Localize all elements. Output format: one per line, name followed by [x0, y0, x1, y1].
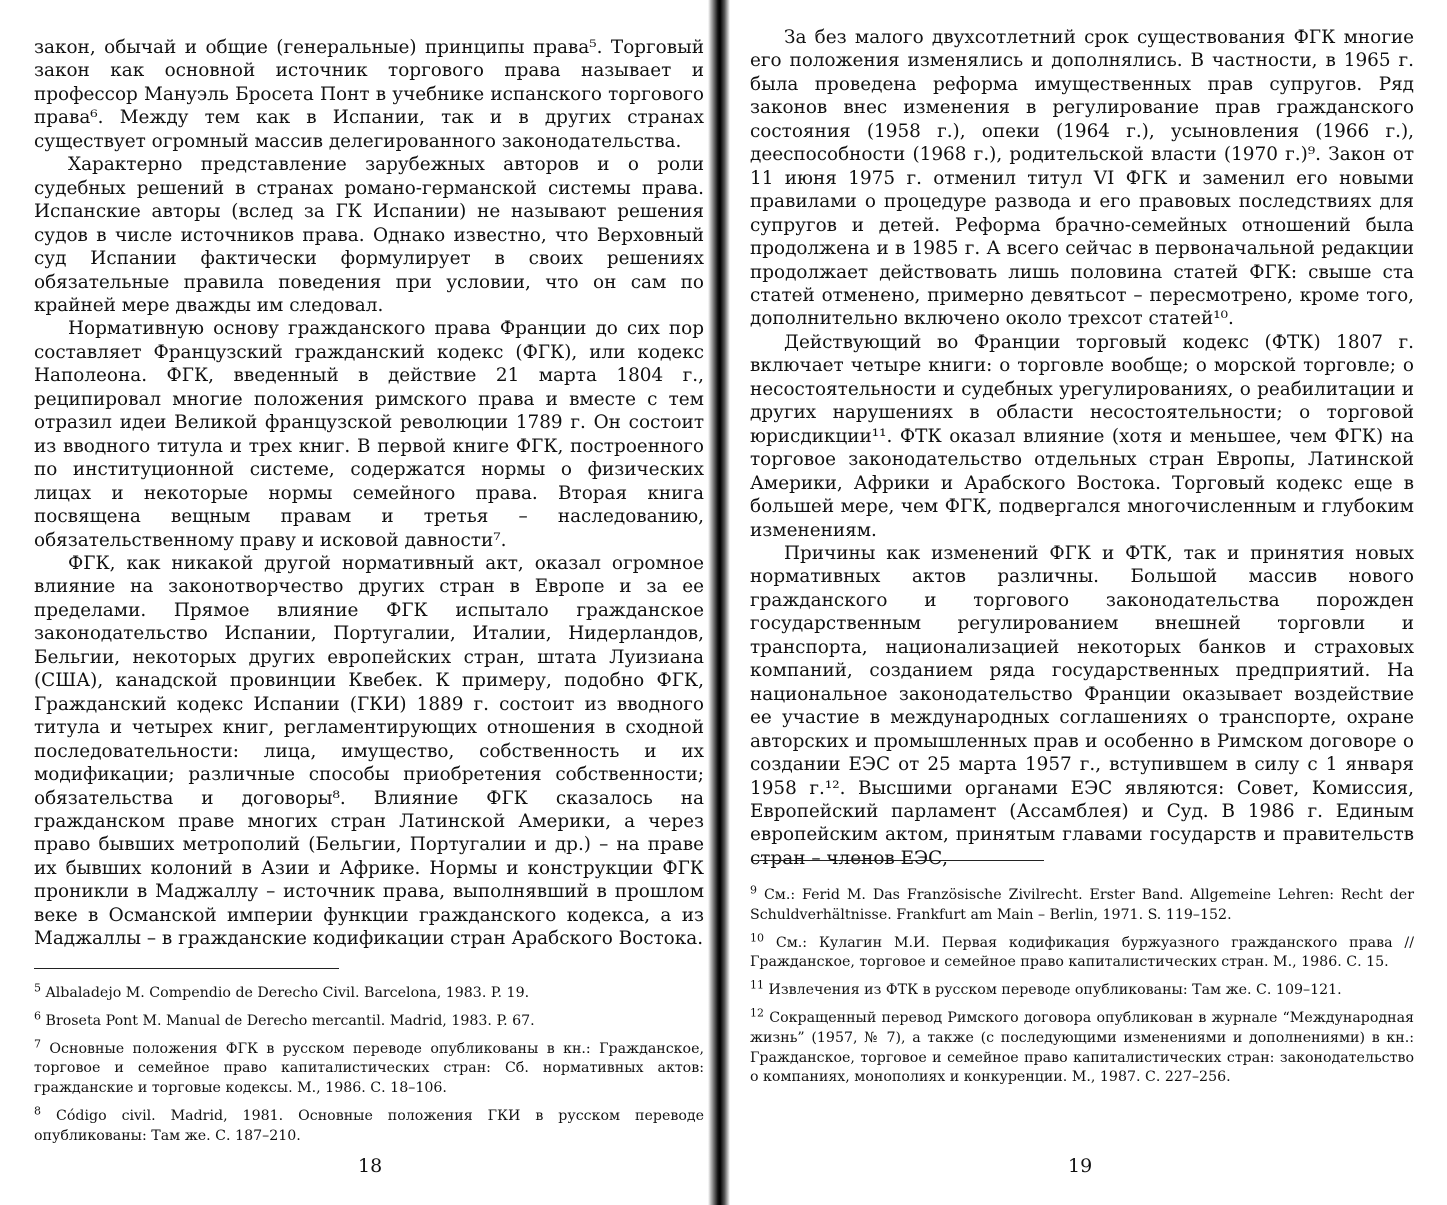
footnote-number: 7 — [34, 1036, 41, 1050]
footnote — [750, 883, 1414, 926]
footnote-number: 5 — [34, 981, 41, 995]
footnote-text: См.: Ferid M. Das Französische Zivilrecht. Erster Band. Allgemeine Lehren: Recht der Schuldverhältnisse. Frankfurt am Main – Berlin, 1971. S. 119–152. — [750, 887, 1414, 923]
left-footnotes — [34, 981, 704, 1155]
page-number: 19 — [1068, 1155, 1093, 1177]
footnote-number: 8 — [34, 1104, 41, 1118]
footnote — [34, 1036, 704, 1099]
footnote — [750, 1006, 1415, 1088]
footnote-text: См.: Кулагин М.И. Первая кодификация буржуазного гражданского права // Гражданское, торговое и семейное право капиталистических стран. М., 1986. С. 15. — [750, 934, 1414, 971]
paragraph: Нормативную основу гражданского права Франции до сих пор составляет Французский гражданский кодекс (ФГК), или кодекс Наполеона. ФГК, введенный в действие 21 марта 1804 г., реципировал многие положения римского права и вместе с тем отразил идеи Великой французской революции 1789 г. Он состоит из вводного титула и трех книг. В первой книге ФГК, построенного по институционной системе, содержатся нормы о физических лицах и некоторые нормы семейного права. Вторая книга посвящена вещным правам и третья – наследованию, обязательственному праву и исковой давности⁷. — [34, 318, 704, 551]
footnote-number: 9 — [750, 883, 757, 897]
right-footnotes — [750, 883, 1415, 1096]
left-page — [0, 0, 712, 1205]
paragraph: За без малого двухсотлетний срок существования ФГК многие его положения изменялись и дополнялись. В частности, в 1965 г. была проведена реформа имущественных прав супругов. Ряд законов внес изменения в регулирование прав гражданского состояния (1958 г.), опеки (1964 г.), усыновления (1966 г.), дееспособности (1968 г.), родительской власти (1970 г.)⁹. Закон от 11 июня 1975 г. отменил титул VI ФГК и заменил его новыми правилами о процедуре развода и его правовых последствиях для супругов и детей. Реформа брачно-семейных отношений была продолжена и в 1985 г. А всего сейчас в первоначальной редакции продолжает действовать лишь половина статей ФГК: свыше ста статей отменено, примерно девятьсот – пересмотрено, кроме того, дополнительно включено около трехсот статей¹⁰. — [750, 27, 1414, 330]
footnote-separator — [752, 860, 1044, 861]
footnote-number: 11 — [750, 978, 764, 992]
paragraph: закон, обычай и общие (генеральные) принципы права⁵. Торговый закон как основной источник торгового права называет и профессор Мануэль Бросета Понт в учебнике испанского торгового права⁶. Между тем как в Испании, так и в других странах существует огромный массив делегированного законодательства. — [34, 37, 704, 152]
footnote-text: Сокращенный перевод Римского договора опубликован в журнале “Международная жизнь” (1957, № 7), а также (с последующими изменениями и дополнениями) в кн.: Гражданское, торговое и семейное право капиталистических стран: законодательство о компаниях, монополиях и конкуренции. М., 1987. С. 227–256. — [750, 1009, 1415, 1086]
footnote — [750, 930, 1414, 974]
footnote-number: 6 — [34, 1009, 41, 1023]
footnote — [750, 978, 1414, 1001]
footnote-text: Извлечения из ФТК в русском переводе опубликованы: Там же. С. 109–121. — [768, 982, 1342, 999]
left-body-text — [34, 36, 704, 951]
paragraph: Действующий во Франции торговый кодекс (ФТК) 1807 г. включает четыре книги: о торговле вообще; о морской торговле; о несостоятельности и судебных урегулированиях, о реабилитации и других нарушениях в области несостоятельности; о торговой юрисдикции¹¹. ФТК оказал влияние (хотя и меньшее, чем ФГК) на торговое законодательство отдельных стран Европы, Латинской Америки, Африки и Арабского Востока. Торговый кодекс еще в большей мере, чем ФГК, подвергался многочисленным и глубоким изменениям. — [750, 331, 1414, 541]
footnote-separator — [34, 968, 339, 969]
footnote-text: Broseta Pont M. Manual de Derecho mercantil. Madrid, 1983. P. 67. — [45, 1012, 535, 1029]
footnote-number: 12 — [750, 1006, 764, 1020]
footnote-number: 10 — [750, 930, 764, 944]
footnote-text: Основные положения ФГК в русском переводе опубликованы в кн.: Гражданское, торговое и семейное право капиталистических стран: Сб. нормативных актов: гражданские и торговые кодексы. М., 1986. С. 18–106. — [34, 1040, 704, 1097]
footnote — [34, 1009, 704, 1032]
right-body-text — [750, 26, 1414, 870]
footnote-text: Código civil. Madrid, 1981. Основные положения ГКИ в русском переводе опубликованы: Там же. С. 187–210. — [34, 1107, 704, 1144]
paragraph: Причины как изменений ФГК и ФТК, так и принятия новых нормативных актов различны. Большой массив нового гражданского и торгового законодательства порожден государственным регулированием внешней торговли и транспорта, национализацией некоторых банков и страховых компаний, созданием ряда государственных предприятий. На национальное законодательство Франции оказывает воздействие ее участие в международных соглашениях о транспорте, охране авторских и промышленных прав и особенно в Римском договоре о создании ЕЭС от 25 марта 1957 г., вступившем в силу с 1 января 1958 г.¹². Высшими органами ЕЭС являются: Совет, Комиссия, Европейский парламент (Ассамблея) и Суд. В 1986 г. Единым европейским актом, принятым главами государств и правительств стран – членов ЕЭС, — [750, 542, 1414, 869]
footnote — [34, 981, 704, 1004]
footnote — [34, 1104, 704, 1147]
paragraph: ФГК, как никакой другой нормативный акт, оказал огромное влияние на законотворчество других стран в Европе и за ее пределами. Прямое влияние ФГК испытало гражданское законодательство Испании, Португалии, Италии, Нидерландов, Бельгии, некоторых других европейских стран, штата Луизиана (США), канадской провинции Квебек. К примеру, подобно ФГК, Гражданский кодекс Испании (ГКИ) 1889 г. состоит из вводного титула и четырех книг, регламентирующих отношения в сходной последовательности: лица, имущество, собственность и их модификации; различные способы приобретения собственности; обязательства и договоры⁸. Влияние ФГК сказалось на гражданском праве многих стран Латинской Америки, а через право бывших метрополий (Бельгии, Португалии и др.) – на праве их бывших колоний в Азии и Африке. Нормы и конструкции ФГК проникли в Маджаллу – источник права, выполнявший в прошлом веке в Османской империи функции гражданского кодекса, а из Маджаллы – в гражданские кодификации стран Арабского Востока. — [34, 552, 704, 950]
right-page — [726, 0, 1447, 1205]
page-number: 18 — [358, 1155, 383, 1177]
paragraph: Характерно представление зарубежных авторов и о роли судебных решений в странах романо-германской системы права. Испанские авторы (вслед за ГК Испании) не называют решения судов в числе источников права. Однако известно, что Верховный суд Испании фактически формулирует в своих решениях обязательные правила поведения при условии, что он сам по крайней мере дважды им следовал. — [34, 154, 704, 316]
footnote-text: Albaladejo M. Compendio de Derecho Civil. Barcelona, 1983. P. 19. — [45, 985, 530, 1001]
